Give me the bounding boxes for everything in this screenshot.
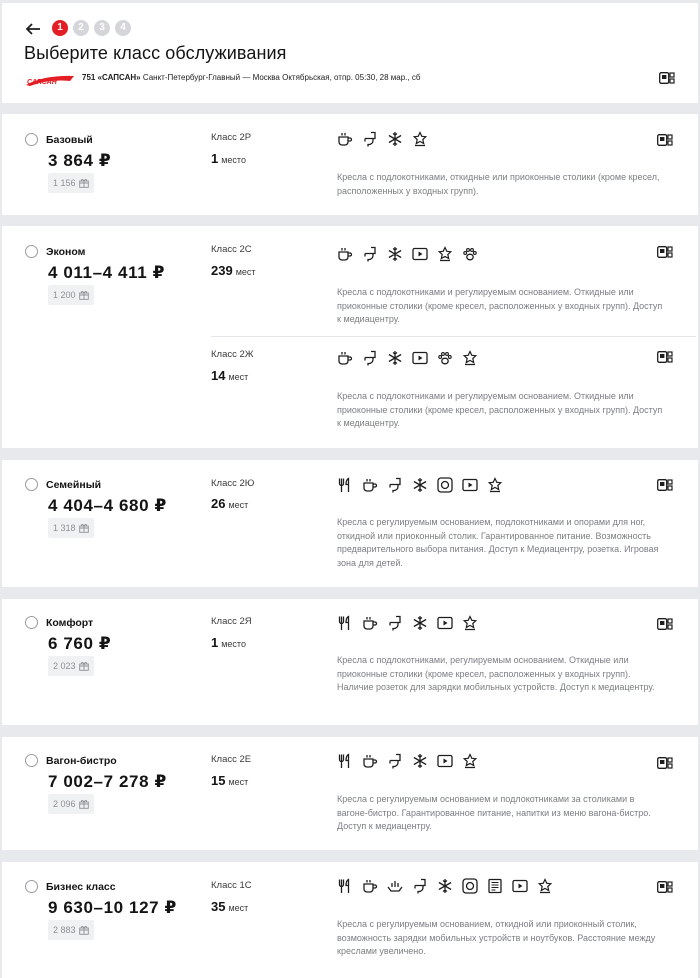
media-icon <box>512 878 528 894</box>
header-panel <box>2 3 698 103</box>
class-price: 9 630–10 127 ₽ <box>48 898 177 917</box>
back-arrow-icon[interactable] <box>24 20 42 38</box>
media-icon <box>437 753 453 769</box>
bonus-badge <box>48 285 94 305</box>
class-name: Вагон-бистро <box>46 755 117 767</box>
gift-icon <box>79 290 89 300</box>
class-radio[interactable] <box>25 478 38 491</box>
class-name: Эконом <box>46 246 86 258</box>
amenity-icons <box>337 131 428 147</box>
seats-unit: место <box>221 155 246 165</box>
seats-number: 35 <box>211 899 226 914</box>
wc-icon <box>362 246 378 262</box>
bonus-badge <box>48 920 94 940</box>
gift-icon <box>79 523 89 533</box>
seats-count <box>211 496 248 511</box>
media-icon <box>437 615 453 631</box>
class-card-comfort[interactable] <box>2 599 698 725</box>
amenity-icons <box>337 477 503 493</box>
seats-unit: мест <box>228 903 249 913</box>
media-icon <box>462 477 478 493</box>
luggage-icon <box>487 477 503 493</box>
ac-icon <box>387 350 403 366</box>
class-description: Кресла с регулируемым основанием, подлокотниками и опорами для ног, откидной или приоконный столик. Гарантированное питание. Возможность предварительного выбора питания. Доступ к Медиацентру, розетка. Игровая зона для детей. <box>337 517 659 568</box>
seats-count <box>211 151 246 166</box>
coffee-icon <box>362 615 378 631</box>
ac-icon <box>412 753 428 769</box>
coffee-icon <box>362 477 378 493</box>
seat-map-icon[interactable] <box>657 246 673 258</box>
car-class-label: Класс 2Ю <box>211 478 255 489</box>
amenity-icons <box>337 615 478 631</box>
seats-number: 26 <box>211 496 226 511</box>
gift-icon <box>79 661 89 671</box>
class-radio[interactable] <box>25 754 38 767</box>
car-class-label: Класс 2Я <box>211 616 252 627</box>
coffee-icon <box>337 131 353 147</box>
bonus-badge <box>48 173 94 193</box>
stepper <box>52 20 131 36</box>
coffee-icon <box>362 753 378 769</box>
wc-icon <box>412 878 428 894</box>
ac-icon <box>387 131 403 147</box>
class-description: Кресла с регулируемым основанием, откидной или приоконный столик, возможность зарядки мобильных устройств и ноутбуков. Расстояние между креслами увеличено. <box>337 919 656 956</box>
seat-map-icon[interactable] <box>657 351 673 363</box>
seat-map-icon[interactable] <box>657 479 673 491</box>
gift-icon <box>79 925 89 935</box>
hygiene-icon <box>387 878 403 894</box>
class-card-family[interactable] <box>2 460 698 587</box>
step-4: 4 <box>115 20 131 36</box>
ac-icon <box>412 477 428 493</box>
class-price: 4 404–4 680 ₽ <box>48 496 167 515</box>
wc-icon <box>387 477 403 493</box>
wc-icon <box>362 350 378 366</box>
food-icon <box>337 878 353 894</box>
socket-icon <box>462 878 478 894</box>
amenity-icons <box>337 350 478 366</box>
class-radio[interactable] <box>25 880 38 893</box>
class-card-basic[interactable] <box>2 114 698 215</box>
coffee-icon <box>337 350 353 366</box>
car-divider <box>211 336 696 337</box>
bonus-value: 1 156 <box>53 178 76 188</box>
train-route: Санкт-Петербург-Главный — Москва Октябрьская, отпр. 05:30, 28 мар., сб <box>140 73 421 82</box>
class-price: 7 002–7 278 ₽ <box>48 772 167 791</box>
amenity-icons <box>337 878 553 894</box>
class-name: Базовый <box>46 134 93 146</box>
step-1[interactable]: 1 <box>52 20 68 36</box>
pet-icon <box>437 350 453 366</box>
media-icon <box>412 246 428 262</box>
ac-icon <box>387 246 403 262</box>
press-icon <box>487 878 503 894</box>
car-class-label: Класс 2Ж <box>211 349 254 360</box>
class-description: Кресла с подлокотниками и регулируемым основанием. Откидные или приоконные столики (кроме кресел, расположенных у входных групп). Доступ к медиацентру. <box>337 287 663 324</box>
bonus-value: 2 023 <box>53 661 76 671</box>
train-number: 751 «САПСАН» <box>82 73 141 82</box>
car-class-label: Класс 2Р <box>211 132 252 143</box>
class-description: Кресла с подлокотниками и регулируемым основанием. Откидные или приоконные столики (кроме кресел, расположенных у входных групп). Доступ к медиацентру. <box>337 391 663 428</box>
class-radio[interactable] <box>25 616 38 629</box>
class-radio[interactable] <box>25 245 38 258</box>
seats-number: 15 <box>211 773 226 788</box>
luggage-icon <box>462 615 478 631</box>
seats-count <box>211 263 256 278</box>
page-title: Выберите класс обслуживания <box>24 43 287 63</box>
seat-map-icon[interactable] <box>657 618 673 630</box>
class-card-business[interactable] <box>2 862 698 978</box>
food-icon <box>337 615 353 631</box>
seat-map-icon[interactable] <box>657 881 673 893</box>
class-card-bistro[interactable] <box>2 737 698 850</box>
seats-unit: мест <box>228 500 249 510</box>
seats-number: 1 <box>211 151 219 166</box>
class-price: 6 760 ₽ <box>48 634 112 653</box>
ac-icon <box>412 615 428 631</box>
car-class-label: Класс 1С <box>211 880 252 891</box>
pet-icon <box>462 246 478 262</box>
seats-number: 239 <box>211 263 233 278</box>
seats-unit: мест <box>235 267 256 277</box>
seats-count <box>211 773 248 788</box>
bonus-value: 2 883 <box>53 925 76 935</box>
seats-count <box>211 899 248 914</box>
bonus-badge <box>48 794 94 814</box>
luggage-icon <box>462 753 478 769</box>
amenity-icons <box>337 753 478 769</box>
coffee-icon <box>362 878 378 894</box>
class-name: Семейный <box>46 479 102 491</box>
seat-map-icon[interactable] <box>657 757 673 769</box>
luggage-icon <box>537 878 553 894</box>
food-icon <box>337 753 353 769</box>
wc-icon <box>362 131 378 147</box>
class-description: Кресла с подлокотниками, откидные или приоконные столики (кроме кресел, расположенных у входных групп). <box>337 172 660 196</box>
coffee-icon <box>337 246 353 262</box>
wc-icon <box>387 615 403 631</box>
seats-count <box>211 368 248 383</box>
train-info <box>82 73 420 82</box>
seats-number: 14 <box>211 368 226 383</box>
media-icon <box>412 350 428 366</box>
socket-icon <box>437 477 453 493</box>
bonus-value: 1 200 <box>53 290 76 300</box>
gift-icon <box>79 178 89 188</box>
seats-number: 1 <box>211 635 219 650</box>
bonus-value: 1 318 <box>53 523 76 533</box>
seats-unit: мест <box>228 777 249 787</box>
food-icon <box>337 477 353 493</box>
luggage-icon <box>437 246 453 262</box>
gift-icon <box>79 799 89 809</box>
bonus-badge <box>48 656 94 676</box>
class-card-econom[interactable] <box>2 226 698 448</box>
car-class-label: Класс 2С <box>211 244 252 255</box>
luggage-icon <box>412 131 428 147</box>
class-description: Кресла с подлокотниками, регулируемым основанием. Откидные или приоконные столики (кроме кресел, расположенных у входных групп). Наличие розеток для зарядки мобильных устройств. Доступ к медиацентру. <box>337 655 655 692</box>
class-name: Бизнес класс <box>46 881 116 893</box>
bonus-value: 2 096 <box>53 799 76 809</box>
class-name: Комфорт <box>46 617 94 629</box>
seat-map-icon[interactable] <box>659 72 675 84</box>
wc-icon <box>387 753 403 769</box>
bonus-badge <box>48 518 94 538</box>
class-description: Кресла с регулируемым основанием и подлокотниками за столиками в вагоне-бистро. Гарантированное питание, напитки из меню вагона-бистро. Доступ к медиацентру. <box>337 794 651 831</box>
step-2: 2 <box>73 20 89 36</box>
seats-count <box>211 635 246 650</box>
sapsan-logo <box>24 72 76 88</box>
class-price: 4 011–4 411 ₽ <box>48 263 166 282</box>
ac-icon <box>437 878 453 894</box>
car-class-label: Класс 2Е <box>211 754 252 765</box>
seat-map-icon[interactable] <box>657 134 673 146</box>
seats-unit: место <box>221 639 246 649</box>
class-radio[interactable] <box>25 133 38 146</box>
step-3: 3 <box>94 20 110 36</box>
svg-text:САПСАН: САПСАН <box>27 79 57 86</box>
class-price: 3 864 ₽ <box>48 151 112 170</box>
amenity-icons <box>337 246 478 262</box>
luggage-icon <box>462 350 478 366</box>
seats-unit: мест <box>228 372 249 382</box>
